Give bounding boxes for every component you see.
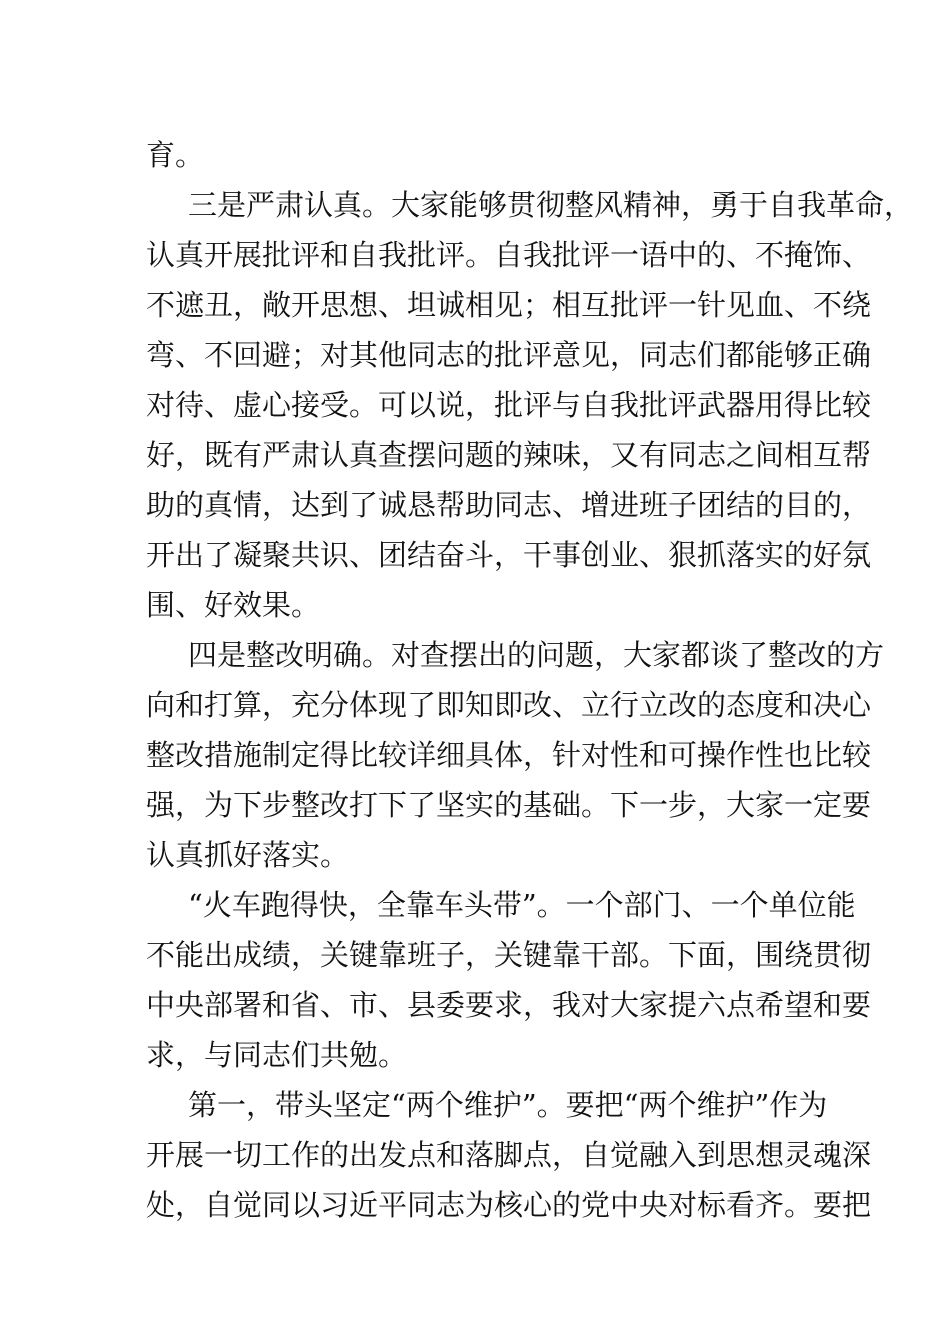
- text-line: 认真抓好落实。: [146, 838, 350, 872]
- text-line: 第一，带头坚定“两个维护”。要把“两个维护”作为: [188, 1088, 828, 1122]
- text-line: 育。: [146, 138, 205, 172]
- text-line: 开展一切工作的出发点和落脚点，自觉融入到思想灵魂深: [146, 1138, 872, 1172]
- text-line: 对待、虚心接受。可以说，批评与自我批评武器用得比较: [146, 388, 872, 422]
- text-line: 弯、不回避；对其他同志的批评意见，同志们都能够正确: [146, 338, 872, 372]
- text-line: 围、好效果。: [146, 588, 321, 622]
- text-line: 整改措施制定得比较详细具体，针对性和可操作性也比较: [146, 738, 872, 772]
- text-line: 不遮丑，敞开思想、坦诚相见；相互批评一针见血、不绕: [146, 288, 872, 322]
- text-line: 强，为下步整改打下了坚实的基础。下一步，大家一定要: [146, 788, 872, 822]
- text-line: 好，既有严肃认真查摆问题的辣味，又有同志之间相互帮: [146, 438, 872, 472]
- text-line: 不能出成绩，关键靠班子，关键靠干部。下面，围绕贯彻: [146, 938, 872, 972]
- text-line: 四是整改明确。对查摆出的问题，大家都谈了整改的方: [188, 638, 885, 672]
- text-line: 三是严肃认真。大家能够贯彻整风精神，勇于自我革命，: [188, 188, 914, 222]
- text-line: 向和打算，充分体现了即知即改、立行立改的态度和决心: [146, 688, 872, 722]
- text-line: “火车跑得快，全靠车头带”。一个部门、一个单位能: [188, 888, 856, 922]
- text-line: 助的真情，达到了诚恳帮助同志、增进班子团结的目的，: [146, 488, 872, 522]
- text-line: 开出了凝聚共识、团结奋斗，干事创业、狠抓落实的好氛: [146, 538, 872, 572]
- text-line: 处，自觉同以习近平同志为核心的党中央对标看齐。要把: [146, 1188, 872, 1222]
- text-line: 求，与同志们共勉。: [146, 1038, 408, 1072]
- text-line: 中央部署和省、市、县委要求，我对大家提六点希望和要: [146, 988, 872, 1022]
- text-line: 认真开展批评和自我批评。自我批评一语中的、不掩饰、: [146, 238, 872, 272]
